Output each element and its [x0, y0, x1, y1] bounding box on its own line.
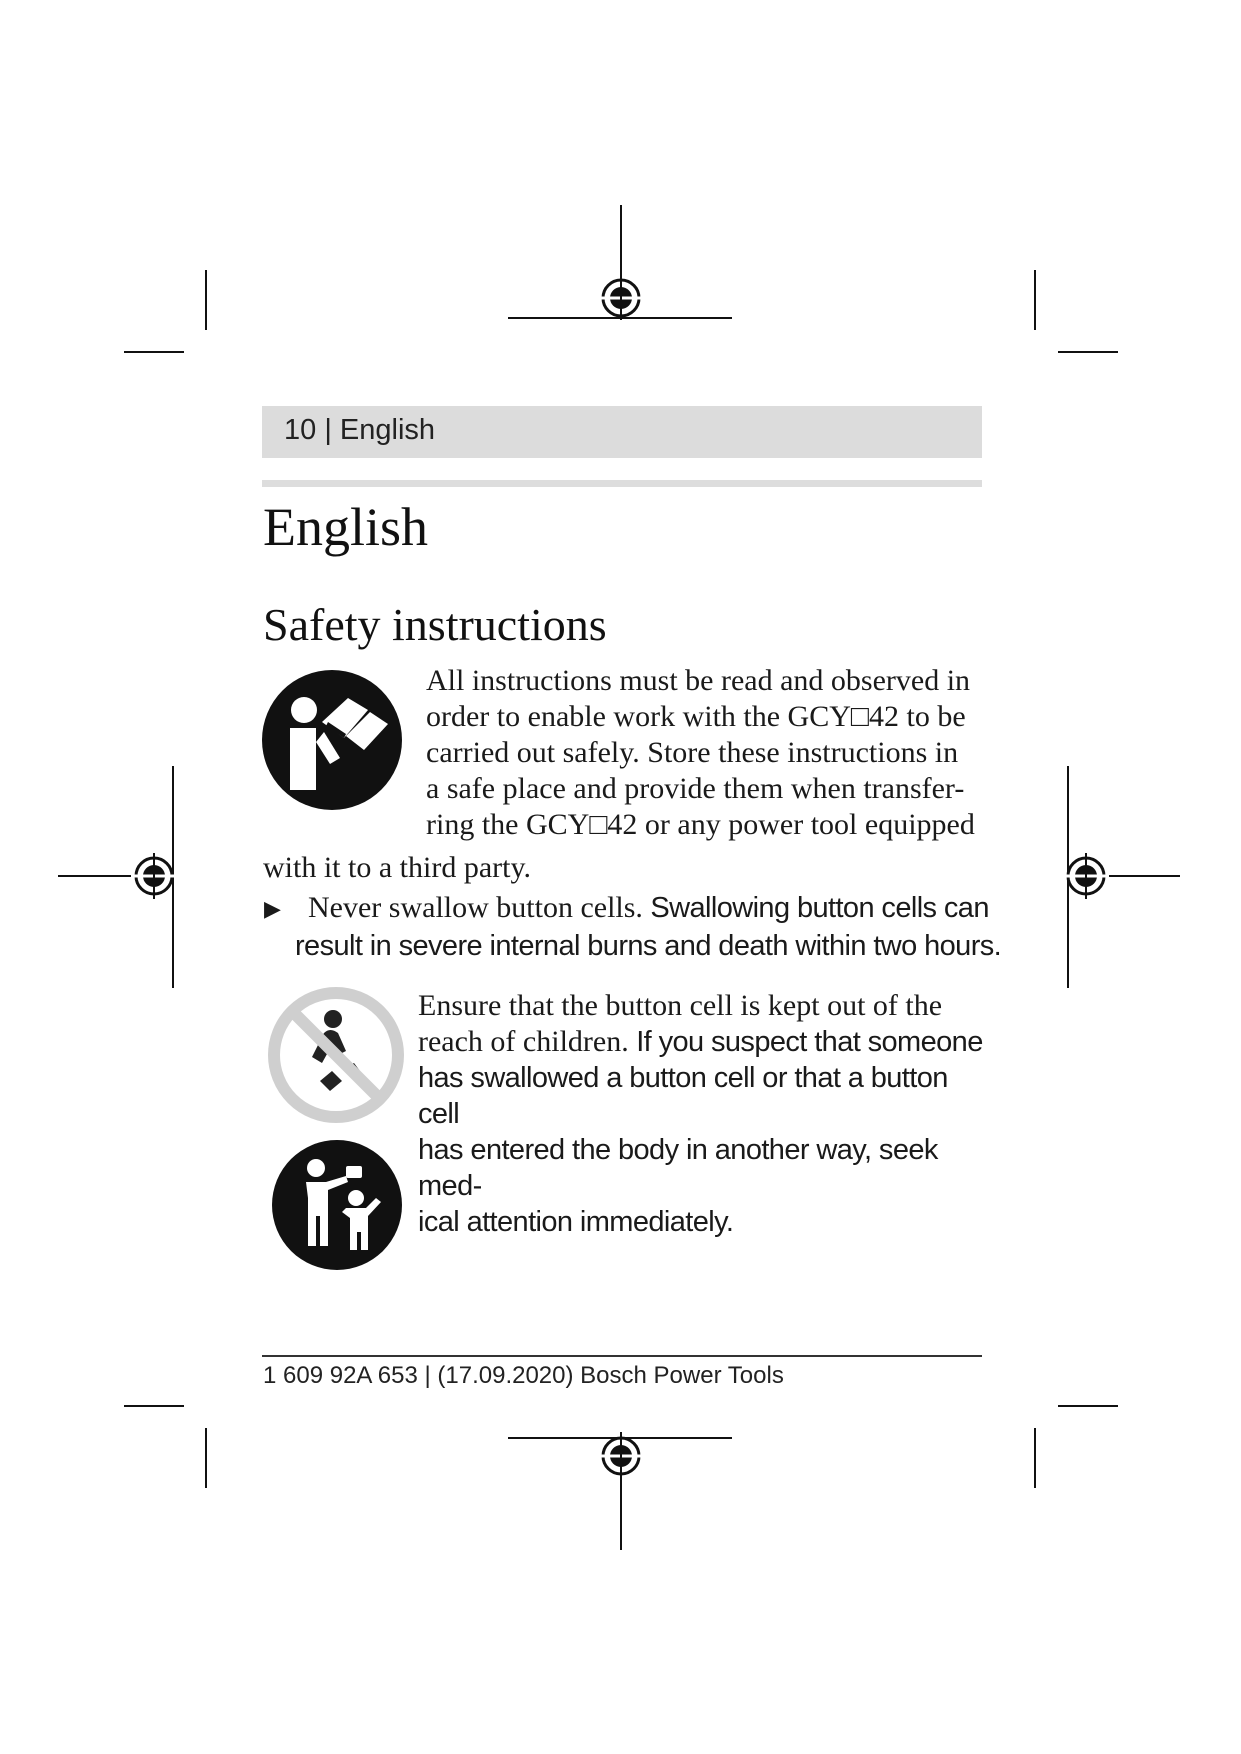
children-line-part: reach of children.	[418, 1025, 629, 1058]
intro-line: ring the GCY□42 or any power tool equipped	[426, 808, 975, 841]
intro-line: order to enable work with the GCY□42 to be	[426, 700, 966, 733]
section-title: Safety instructions	[263, 599, 607, 650]
no-children-icon	[266, 985, 406, 1125]
children-line: has swallowed a button cell or that a button cell	[418, 1062, 948, 1130]
intro-line: with it to a third party.	[263, 851, 532, 884]
warning-text: Swallowing button cells can	[650, 892, 989, 924]
footer-divider	[262, 1355, 982, 1357]
header-divider	[262, 480, 982, 487]
header-section: English	[339, 414, 436, 446]
header-separator: |	[316, 414, 340, 446]
children-paragraph	[418, 988, 988, 1240]
keep-away-from-children-icon	[272, 1140, 402, 1270]
intro-line: All instructions must be read and observed in	[426, 664, 971, 697]
page-header	[284, 414, 435, 447]
children-line: Ensure that the button cell is kept out of the	[418, 989, 943, 1022]
children-line: has entered the body in another way, seek med-	[418, 1134, 938, 1202]
intro-line: a safe place and provide them when transfer-	[426, 772, 965, 805]
warning-line	[308, 888, 989, 928]
intro-paragraph	[426, 663, 986, 843]
page-number: 10	[284, 414, 317, 446]
children-line: ical attention immediately.	[418, 1206, 734, 1238]
children-line	[418, 1024, 988, 1060]
children-line-part: If you suspect that someone	[636, 1026, 983, 1058]
bullet-triangle-icon: ▶	[264, 896, 281, 921]
page-footer: 1 609 92A 653 | (17.09.2020) Bosch Power Tools	[263, 1362, 784, 1389]
warning-bold: Never swallow button cells.	[308, 891, 643, 924]
page-title: English	[263, 497, 429, 557]
warning-text-continued: result in severe internal burns and death within two hours.	[295, 930, 1002, 962]
intro-line: carried out safely. Store these instructions in	[426, 736, 959, 769]
read-manual-icon	[262, 670, 402, 810]
registration-mark-icon	[598, 276, 644, 320]
